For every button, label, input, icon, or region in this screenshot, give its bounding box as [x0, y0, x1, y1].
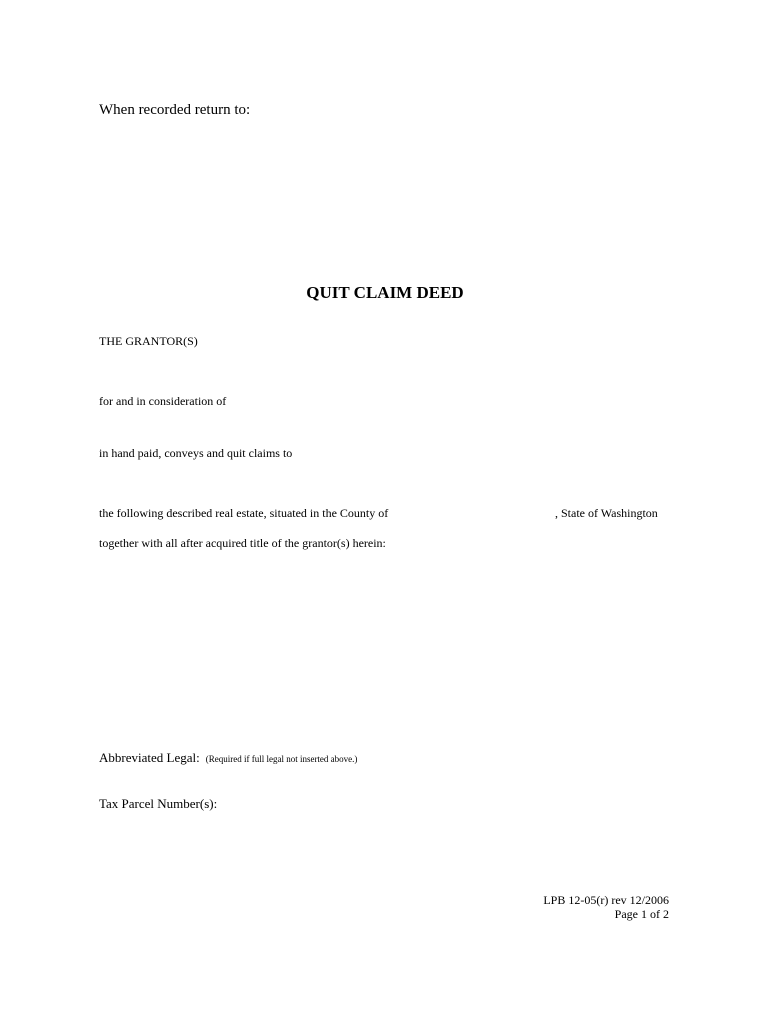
consideration-label: for and in consideration of — [99, 394, 227, 408]
after-acquired-title-label: together with all after acquired title of the grantor(s) herein: — [99, 536, 386, 550]
tax-parcel-label: Tax Parcel Number(s): — [99, 796, 218, 811]
return-to-label: When recorded return to: — [99, 102, 251, 118]
state-label: , State of Washington — [555, 506, 658, 520]
page-indicator: Page 1 of 2 — [614, 907, 669, 921]
grantor-label: THE GRANTOR(S) — [99, 334, 198, 348]
form-footer — [543, 893, 669, 921]
abbreviated-legal-label: Abbreviated Legal: — [99, 750, 200, 765]
document-title — [0, 284, 770, 301]
county-label: the following described real estate, situated in the County of — [99, 506, 389, 520]
conveys-label: in hand paid, conveys and quit claims to — [99, 446, 293, 460]
document-title-text: QUIT CLAIM DEED — [306, 283, 464, 302]
abbreviated-legal-row — [99, 751, 357, 764]
abbreviated-legal-note: (Required if full legal not inserted above.) — [205, 754, 358, 764]
form-number: LPB 12-05(r) rev 12/2006 — [543, 893, 669, 907]
